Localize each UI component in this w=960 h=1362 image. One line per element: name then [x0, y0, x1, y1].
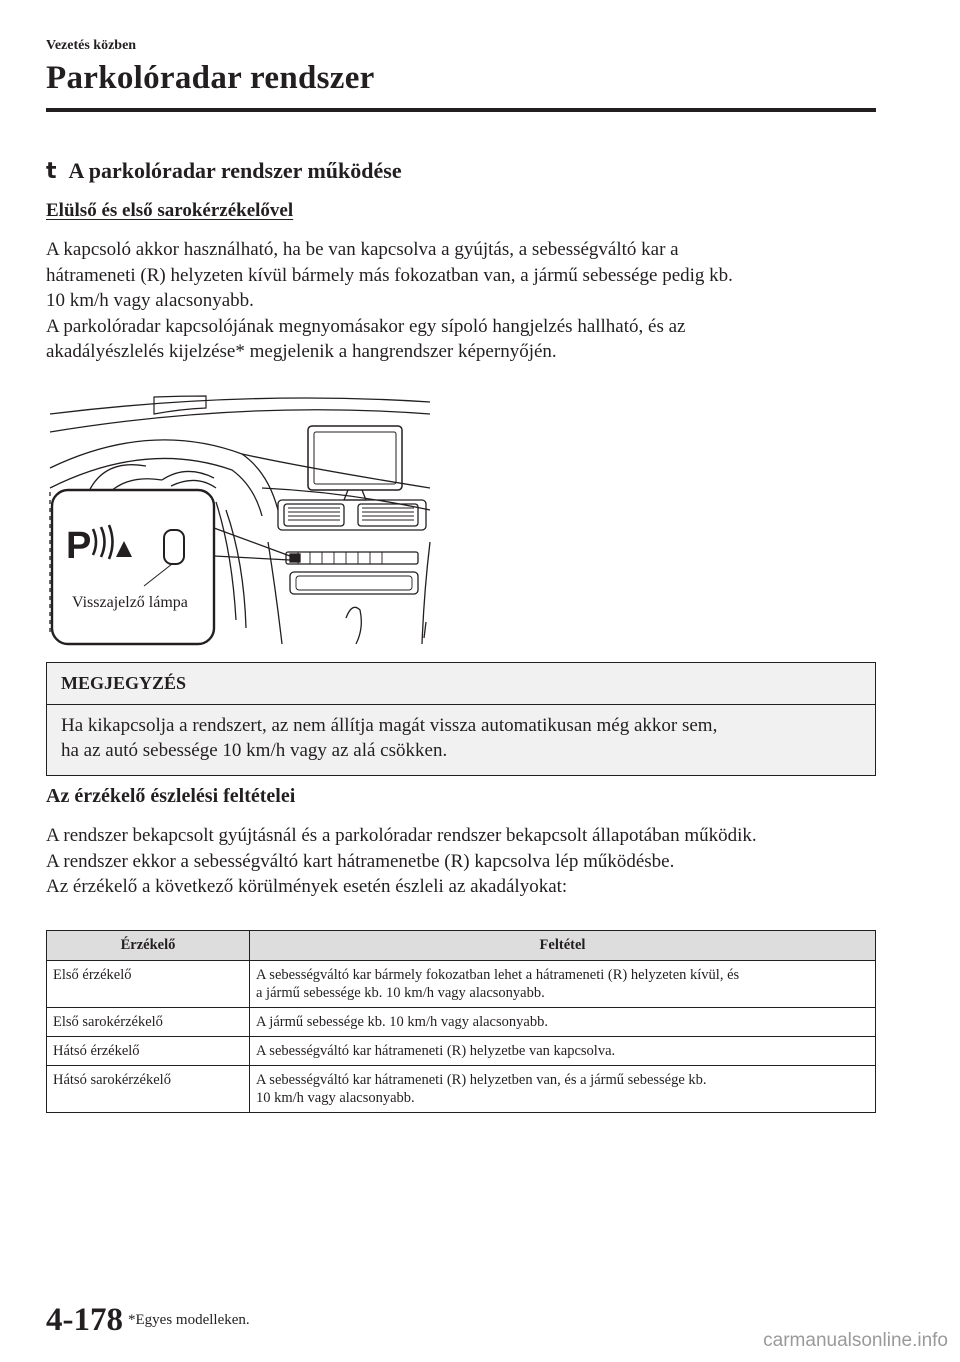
text-line: hátrameneti (R) helyzeten kívül bármely más fokozatban van, a jármű sebessége pedig kb. [46, 264, 733, 286]
note-line: ha az autó sebessége 10 km/h vagy az alá csökken. [61, 740, 448, 761]
condition-line: 10 km/h vagy alacsonyabb. [256, 1090, 415, 1106]
condition-line: A sebességváltó kar hátrameneti (R) helyzetben van, és a jármű sebessége kb. [256, 1072, 707, 1088]
page-title: Parkolóradar rendszer [46, 60, 375, 96]
watermark: carmanualsonline.info [763, 1330, 948, 1351]
detection-heading: Az érzékelő észlelési feltételei [46, 785, 296, 807]
indicator-lamp-label: Visszajelző lámpa [72, 594, 188, 611]
table-row [47, 1008, 876, 1037]
title-rule [46, 108, 876, 112]
dashboard-illustration [46, 392, 440, 654]
table-header-row [47, 931, 876, 961]
note-line: Ha kikapcsolja a rendszert, az nem állítja magát vissza automatikusan még akkor sem, [61, 715, 718, 736]
column-header-sensor: Érzékelő [47, 931, 250, 961]
sensor-cell: Hátsó sarokérzékelő [47, 1066, 250, 1113]
section-heading [46, 158, 402, 184]
text-line: 10 km/h vagy alacsonyabb. [46, 290, 254, 311]
text-line: A rendszer bekapcsolt gyújtásnál és a parkolóradar rendszer bekapcsolt állapotában működik. [46, 825, 757, 846]
dashboard-drawing [46, 392, 440, 654]
text-line: akadályészlelés kijelzése* megjelenik a hangrendszer képernyőjén. [46, 341, 557, 362]
text-line: Az érzékelő a következő körülmények esetén észleli az akadályokat: [46, 876, 568, 897]
condition-line: A sebességváltó kar bármely fokozatban lehet a hátrameneti (R) helyzeten kívül, és [256, 967, 740, 983]
section-bullet: t [46, 159, 57, 184]
note-title: MEGJEGYZÉS [61, 673, 187, 693]
column-header-condition: Feltétel [250, 931, 876, 961]
note-header [47, 663, 875, 705]
condition-cell [250, 961, 876, 1008]
condition-cell [250, 1037, 876, 1066]
sensor-conditions-table [46, 930, 876, 1113]
footnote: *Egyes modelleken. [128, 1312, 250, 1328]
note-box [46, 662, 876, 776]
table-row [47, 1037, 876, 1066]
condition-cell [250, 1066, 876, 1113]
condition-line: a jármű sebessége kb. 10 km/h vagy alacsonyabb. [256, 985, 545, 1001]
table-row [47, 961, 876, 1008]
condition-cell [250, 1008, 876, 1037]
sensor-cell: Első érzékelő [47, 961, 250, 1008]
condition-line: A jármű sebessége kb. 10 km/h vagy alacsonyabb. [256, 1014, 548, 1030]
sensor-cell: Első sarokérzékelő [47, 1008, 250, 1037]
parking-switch-symbol: P [66, 525, 92, 567]
operation-paragraph [46, 237, 886, 365]
detection-paragraph [46, 823, 886, 900]
table-row [47, 1066, 876, 1113]
section-heading-text: A parkolóradar rendszer működése [68, 158, 402, 183]
front-sensor-subheading: Elülső és első sarokérzékelővel [46, 200, 294, 221]
sensor-cell: Hátsó érzékelő [47, 1037, 250, 1066]
note-body [61, 713, 861, 763]
text-line: A rendszer ekkor a sebességváltó kart hátramenetbe (R) kapcsolva lép működésbe. [46, 850, 675, 872]
page-number: 4-178 [46, 1302, 123, 1338]
breadcrumb: Vezetés közben [46, 38, 137, 53]
text-line: A kapcsoló akkor használható, ha be van kapcsolva a gyújtás, a sebességváltó kar a [46, 239, 679, 260]
text-line: A parkolóradar kapcsolójának megnyomásakor egy sípoló hangjelzés hallható, és az [46, 315, 686, 337]
condition-line: A sebességváltó kar hátrameneti (R) helyzetbe van kapcsolva. [256, 1043, 616, 1059]
